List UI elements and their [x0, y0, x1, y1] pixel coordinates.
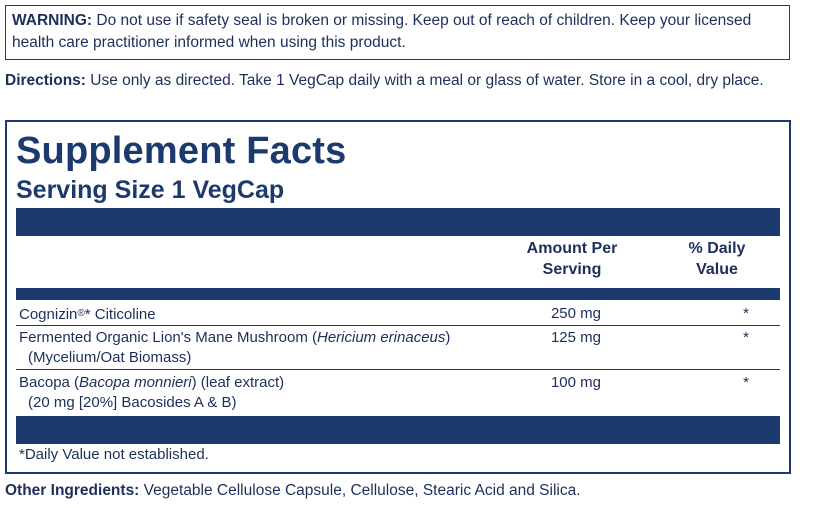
header-bar: [16, 208, 780, 236]
ingredient-daily-value: *: [743, 305, 749, 322]
ingredient-name: Cognizin®* Citicoline: [19, 306, 156, 323]
column-header-daily-value: [657, 238, 777, 280]
column-header-amount-line1: Amount Per: [526, 240, 618, 257]
table-row: [16, 326, 780, 370]
column-header-dv-line2: Value: [696, 261, 738, 278]
ingredient-amount: 100 mg: [550, 374, 602, 391]
footnote: *Daily Value not established.: [19, 446, 209, 463]
warning-text: Do not use if safety seal is broken or missing. Keep out of reach of children. Keep your licensed health care practitioner informed when using this product.: [12, 12, 752, 51]
serving-size: Serving Size 1 VegCap: [16, 176, 285, 204]
ingredient-amount: 125 mg: [550, 329, 602, 346]
ingredient-detail: (20 mg [20%] Bacosides A & B): [28, 394, 237, 411]
column-header-amount: [512, 238, 632, 280]
ingredient-detail: (Mycelium/Oat Biomass): [28, 349, 192, 366]
other-ingredients-text: Vegetable Cellulose Capsule, Cellulose, Stearic Acid and Silica.: [139, 482, 581, 499]
table-row: [16, 302, 780, 326]
warning-label: WARNING:: [12, 12, 93, 29]
warning-box: [5, 5, 790, 60]
ingredient-name: Bacopa (Bacopa monnieri) (leaf extract): [19, 374, 285, 391]
ingredient-name: Fermented Organic Lion's Mane Mushroom (Hericium erinaceus): [19, 329, 451, 346]
ingredient-amount: 250 mg: [550, 305, 602, 322]
other-ingredients-label: Other Ingredients:: [5, 482, 140, 499]
directions: [5, 70, 805, 91]
table-row: [16, 371, 780, 415]
other-ingredients: [5, 482, 581, 500]
directions-label: Directions:: [5, 72, 86, 89]
column-header-dv-line1: % Daily: [688, 240, 746, 257]
facts-title: Supplement Facts: [16, 130, 347, 172]
column-header-amount-line2: Serving: [542, 261, 602, 278]
footer-bar: [16, 416, 780, 444]
supplement-facts-panel: [5, 120, 791, 474]
directions-text: Use only as directed. Take 1 VegCap daily with a meal or glass of water. Store in a cool, dry place.: [85, 72, 764, 89]
divider-bar: [16, 288, 780, 300]
ingredient-daily-value: *: [743, 374, 749, 391]
ingredient-daily-value: *: [743, 329, 749, 346]
